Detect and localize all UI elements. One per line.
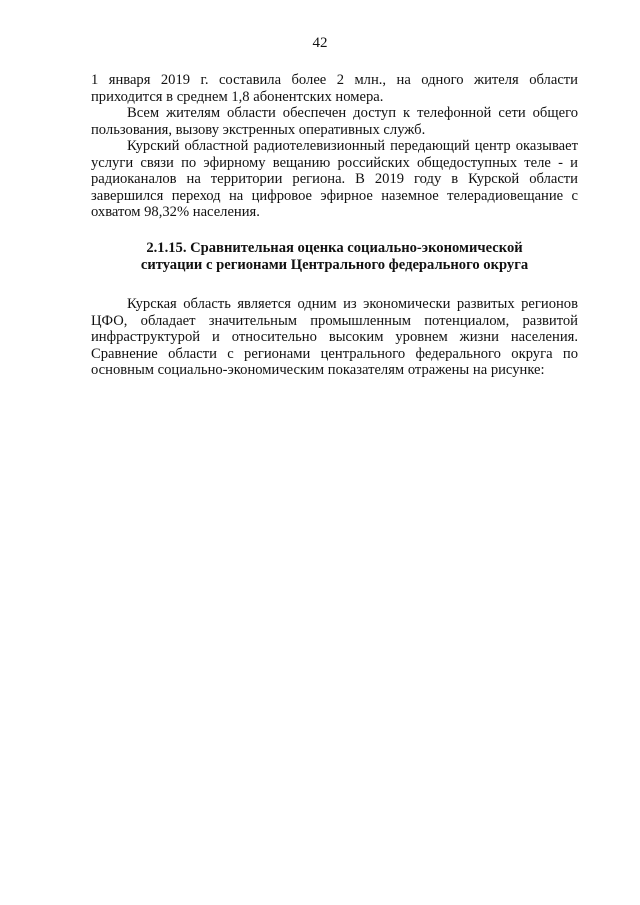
section-heading — [91, 240, 578, 274]
text-block-top — [91, 72, 578, 221]
paragraph-region-comparison: Курская область является одним из экономически развитых регионов ЦФО, обладает значительным промышленным потенциалом, развитой инфраструктурой и относительно высоким уровнем жизни населения. Сравнение области с регионами центрального федерального округа по основным социально-экономическим показателям отражены на рисунке: — [91, 296, 578, 378]
paragraph-broadcasting: Курский областной радиотелевизионный передающий центр оказывает услуги связи по эфирному вещанию российских общедоступных теле - и радиоканалов на территории региона. В 2019 году в Курской области завершился переход на цифровое эфирное наземное телерадиовещание с охватом 98,32% населения. — [91, 138, 578, 220]
paragraph-subscribers: 1 января 2019 г. составила более 2 млн., на одного жителя области приходится в среднем 1,8 абонентских номера. — [91, 72, 578, 105]
section-heading-line-1: 2.1.15. Сравнительная оценка социально-экономической — [146, 240, 523, 256]
section-heading-line-2: ситуации с регионами Центрального федерального округа — [140, 257, 529, 273]
text-block-bottom — [91, 296, 578, 379]
page-number: 42 — [312, 35, 328, 51]
paragraph-phone-access: Всем жителям области обеспечен доступ к телефонной сети общего пользования, вызову экстренных оперативных служб. — [91, 105, 578, 138]
